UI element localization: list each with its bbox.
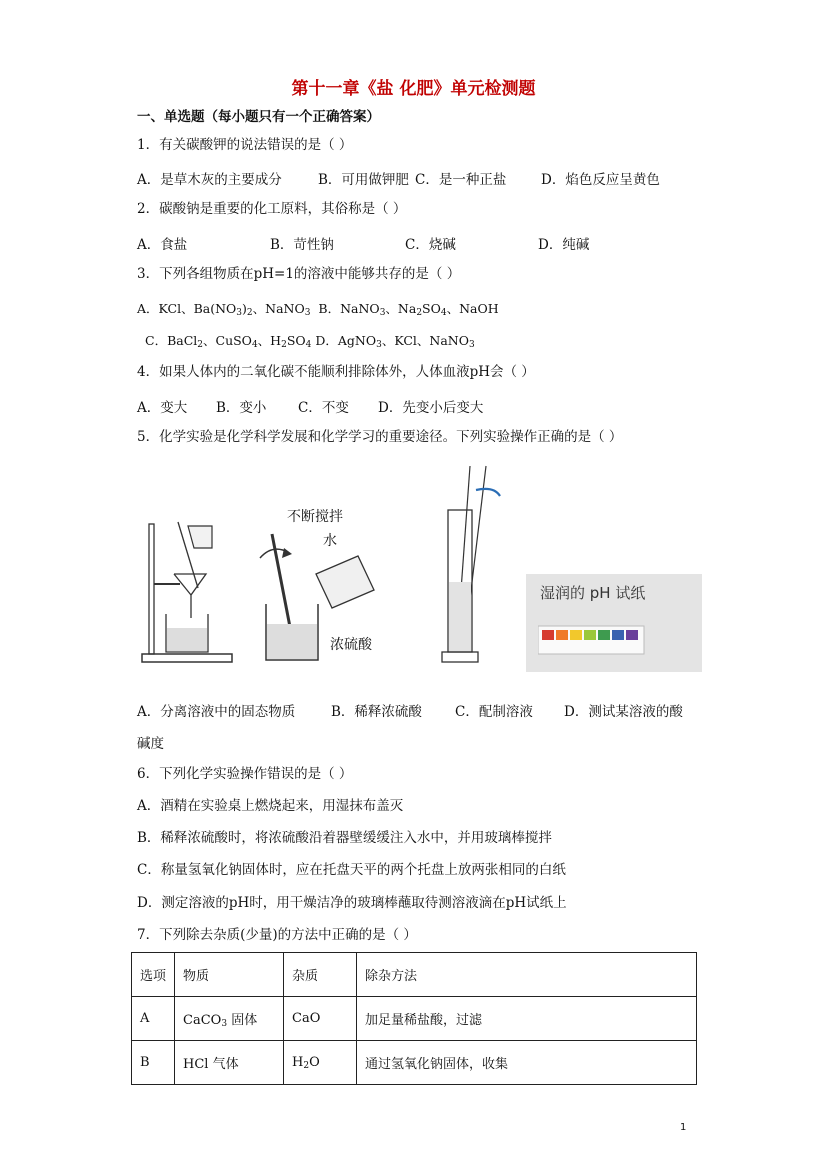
q1-option-c: C．是一种正盐 bbox=[415, 172, 507, 188]
impurity-table bbox=[131, 952, 697, 1085]
q3-options-ab: A．KCl、$Ba(NO_3)_2$、NaNO$_3$ B．NaNO$_3$、$Na_2SO_4$、NaOH bbox=[137, 301, 499, 318]
question-2-stem: 2．碳酸钠是重要的化工原料，其俗称是（ ） bbox=[137, 201, 407, 217]
q2-option-a: A．食盐 bbox=[137, 237, 188, 253]
ph-color-chart bbox=[538, 608, 648, 658]
header-impurity: 杂质 bbox=[284, 953, 357, 997]
q5-option-a: A．分离溶液中的固态物质 bbox=[137, 704, 296, 720]
q4-option-b: B．变小 bbox=[216, 400, 267, 416]
question-7-stem: 7．下列除去杂质(少量)的方法中正确的是（ ） bbox=[137, 927, 417, 943]
label-conc-acid: 浓硫酸 bbox=[330, 637, 372, 653]
row-method: 加足量稀盐酸，过滤 bbox=[357, 997, 697, 1041]
row-option: A bbox=[132, 997, 175, 1041]
label-water: 水 bbox=[323, 533, 337, 549]
page-number: 1 bbox=[680, 1122, 687, 1133]
question-4-stem: 4．如果人体内的二氧化碳不能顺利排除体外，人体血液pH会（ ） bbox=[137, 364, 535, 380]
header-method: 除杂方法 bbox=[357, 953, 697, 997]
q5-option-d: D．测试某溶液的酸 bbox=[564, 704, 683, 720]
row-method: 通过氢氧化钠固体，收集 bbox=[357, 1041, 697, 1085]
q6-option-b: B．稀释浓硫酸时，将浓硫酸沿着器壁缓缓注入水中，并用玻璃棒搅拌 bbox=[137, 830, 552, 846]
row-option: B bbox=[132, 1041, 175, 1085]
q3-options-cd: C．BaCl$_2$、CuSO$_4$、$H_2SO_4$ D．AgNO$_3$、KCl、NaNO$_3$ bbox=[145, 333, 475, 350]
ph-test-photo bbox=[526, 574, 702, 672]
page-title: 第十一章《盐 化肥》单元检测题 bbox=[291, 79, 536, 99]
question-6-stem: 6．下列化学实验操作错误的是（ ） bbox=[137, 766, 353, 782]
q1-option-b: B．可用做钾肥 bbox=[318, 172, 409, 188]
row-impurity: $H_2O$ bbox=[284, 1041, 357, 1085]
q4-option-c: C．不变 bbox=[298, 400, 349, 416]
q6-option-d: D．测定溶液的pH时，用干燥洁净的玻璃棒蘸取待测溶液滴在pH试纸上 bbox=[137, 895, 567, 911]
filtration-apparatus-figure bbox=[138, 520, 238, 668]
question-3-stem: 3．下列各组物质在pH=1的溶液中能够共存的是（ ） bbox=[137, 266, 461, 282]
table-row bbox=[132, 1041, 697, 1085]
q6-option-c: C．称量氢氧化钠固体时，应在托盘天平的两个托盘上放两张相同的白纸 bbox=[137, 862, 566, 878]
row-substance: HCl 气体 bbox=[175, 1041, 284, 1085]
section-heading: 一、单选题（每小题只有一个正确答案） bbox=[137, 109, 380, 125]
table-header-row bbox=[132, 953, 697, 997]
label-ph-paper: 湿润的 pH 试纸 bbox=[540, 584, 646, 602]
q1-option-d: D．焰色反应呈黄色 bbox=[541, 172, 660, 188]
label-stir: 不断搅拌 bbox=[287, 509, 343, 525]
q2-option-c: C．烧碱 bbox=[405, 237, 456, 253]
header-option: 选项 bbox=[132, 953, 175, 997]
q4-option-d: D．先变小后变大 bbox=[378, 400, 484, 416]
question-1-stem: 1．有关碳酸钾的说法错误的是（ ） bbox=[137, 137, 353, 153]
question-5-stem: 5．化学实验是化学科学发展和化学学习的重要途径。下列实验操作正确的是（ ） bbox=[137, 429, 623, 445]
q2-option-b: B．苛性钠 bbox=[270, 237, 334, 253]
row-substance: CaCO$_3$ 固体 bbox=[175, 997, 284, 1041]
header-substance: 物质 bbox=[175, 953, 284, 997]
q5-option-c: C．配制溶液 bbox=[455, 704, 533, 720]
table-row bbox=[132, 997, 697, 1041]
q4-option-a: A．变大 bbox=[137, 400, 188, 416]
q1-option-a: A．是草木灰的主要成分 bbox=[137, 172, 282, 188]
q6-option-a: A．酒精在实验桌上燃烧起来，用湿抹布盖灭 bbox=[137, 798, 404, 814]
q5-option-b: B．稀释浓硫酸 bbox=[331, 704, 422, 720]
q5-option-d-cont: 碱度 bbox=[137, 736, 164, 752]
graduated-cylinder-figure bbox=[440, 462, 510, 668]
row-impurity: CaO bbox=[284, 997, 357, 1041]
q2-option-d: D．纯碱 bbox=[538, 237, 590, 253]
